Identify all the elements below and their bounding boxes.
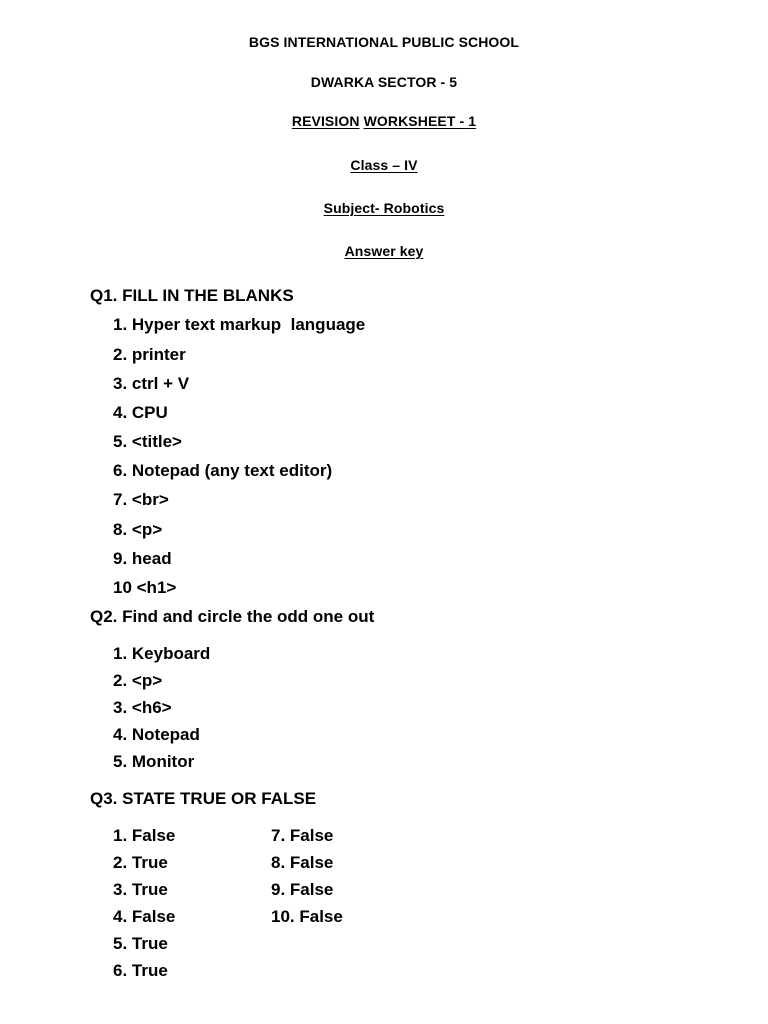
- worksheet-title: [0, 112, 768, 130]
- q3-title: Q3. STATE TRUE OR FALSE: [90, 789, 317, 808]
- q1-title: Q1. FILL IN THE BLANKS: [90, 286, 294, 305]
- class-heading-text: Class – IV: [350, 157, 418, 173]
- q1-item: 4. CPU: [113, 403, 168, 422]
- q3-left-item: 5. True: [113, 934, 168, 953]
- q3-left-item: 1. False: [113, 826, 176, 845]
- q3-left-item: 4. False: [113, 907, 176, 926]
- q3-left-item: 3. True: [113, 880, 168, 899]
- q1-item: 10 <h1>: [113, 578, 177, 597]
- q3-right-item: 7. False: [271, 826, 334, 845]
- subject-heading-text: Subject- Robotics: [323, 200, 445, 216]
- q3-right-item: 10. False: [271, 907, 343, 926]
- q2-item: 1. Keyboard: [113, 644, 211, 663]
- answer-key-heading-text: Answer key: [344, 243, 424, 259]
- q3-left-item: 2. True: [113, 853, 168, 872]
- subject-heading: [0, 199, 768, 217]
- worksheet-title-number: 1: [468, 113, 477, 129]
- q2-item: 4. Notepad: [113, 725, 200, 744]
- q1-item: 9. head: [113, 549, 172, 568]
- school-name: BGS INTERNATIONAL PUBLIC SCHOOL: [248, 34, 520, 50]
- q1-item: 3. ctrl + V: [113, 374, 190, 393]
- q2-item: 3. <h6>: [113, 698, 172, 717]
- q1-item: 2. printer: [113, 345, 186, 364]
- worksheet-title-word: WORKSHEET: [363, 113, 456, 129]
- q3-left-item: 6. True: [113, 961, 168, 980]
- q1-item: 1. Hyper text markup language: [113, 315, 366, 334]
- answer-key-heading: [0, 242, 768, 260]
- q1-item: 6. Notepad (any text editor): [113, 461, 333, 480]
- q1-item: 8. <p>: [113, 520, 163, 539]
- q1-item: 7. <br>: [113, 490, 169, 509]
- class-heading: [0, 156, 768, 174]
- q1-item: 5. <title>: [113, 432, 182, 451]
- worksheet-title-dash: -: [455, 113, 469, 129]
- school-location: DWARKA SECTOR - 5: [310, 74, 458, 90]
- q3-right-item: 8. False: [271, 853, 334, 872]
- q3-right-item: 9. False: [271, 880, 334, 899]
- worksheet-title-revision: REVISION: [291, 113, 360, 129]
- q2-item: 2. <p>: [113, 671, 163, 690]
- q2-title: Q2. Find and circle the odd one out: [90, 607, 375, 626]
- q2-item: 5. Monitor: [113, 752, 195, 771]
